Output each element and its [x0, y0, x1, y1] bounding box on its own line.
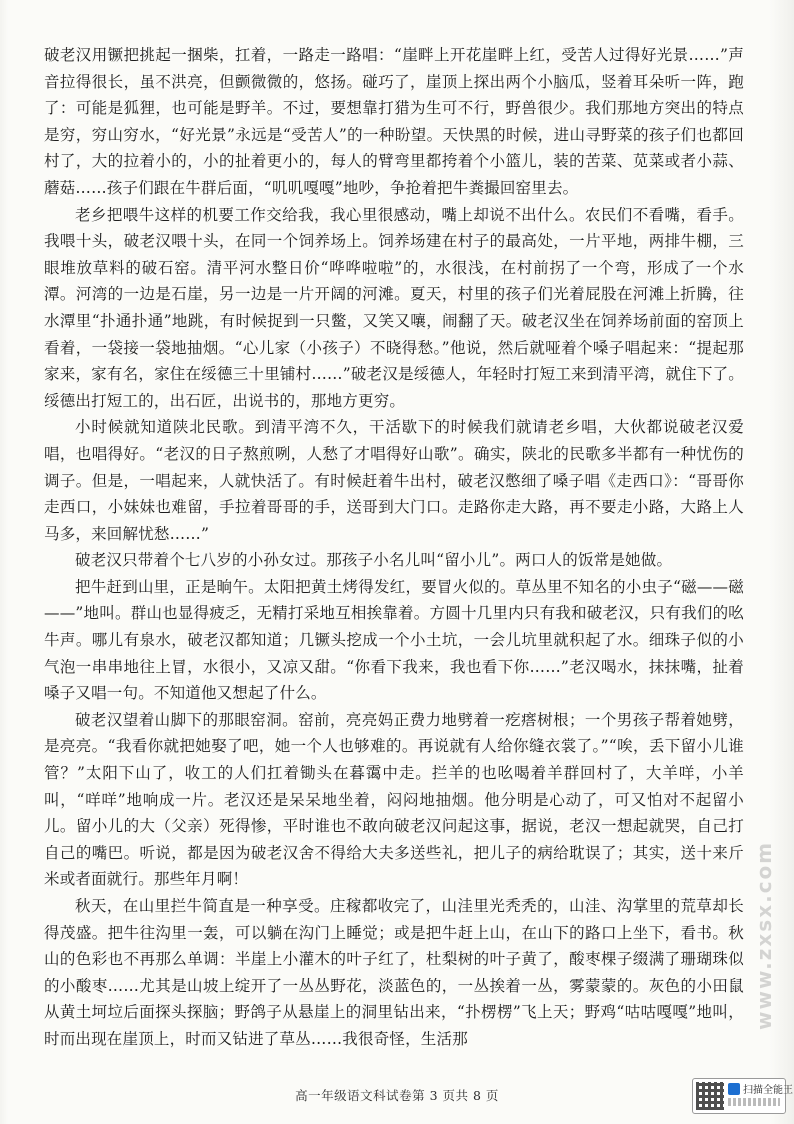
page-footer: 高一年级语文科试卷第 3 页共 8 页	[295, 1088, 499, 1103]
paragraph-1: 破老汉用镢把挑起一捆柴，扛着，一路走一路唱：“崖畔上开花崖畔上红，受苦人过得好光景……”声音拉得很长，虽不洪亮，但颤微微的，悠扬。碰巧了，崖顶上探出两个小脑瓜，竖着耳朵听一阵，跑了：可能是狐狸，也可能是野羊。不过，要想靠打猎为生可不行，野兽很少。我们那地方突出的特点是穷，穷山穷水，“好光景”永远是“受苦人”的一种盼望。天快黑的时候，进山寻野菜的孩子们也都回村了，大的拉着小的，小的扯着更小的，每人的臂弯里都挎着个小篮儿，装的苦菜、苋菜或者小蒜、蘑菇……孩子们跟在牛群后面，“叽叽嘎嘎”地吵，争抢着把牛粪撮回窑里去。	[44, 46, 744, 197]
site-watermark: www.zxsx.com	[752, 840, 776, 1030]
scanner-logo-icon	[728, 1083, 740, 1095]
paragraph-5: 把牛赶到山里，正是晌午。太阳把黄土烤得发红，要冒火似的。草丛里不知名的小虫子“磁——磁——”地叫。群山也显得疲乏，无精打采地互相挨靠着。方圆十几里内只有我和破老汉，只有我们的吆牛声。哪儿有泉水，破老汉都知道；几镢头挖成一个小土坑，一会儿坑里就积起了水。细珠子似的小气泡一串串地往上冒，水很小，又凉又甜。“你看下我来，我也看下你……”老汉喝水，抹抹嘴，扯着嗓子又唱一句。不知道他又想起了什么。	[44, 577, 744, 703]
paragraph-4: 破老汉只带着个七八岁的小孙女过。那孩子小名儿叫“留小儿”。两口人的饭常是她做。	[75, 551, 673, 570]
paragraph-7: 秋天，在山里拦牛简直是一种享受。庄稼都收完了，山洼里光秃秃的，山洼、沟掌里的荒草却长得茂盛。把牛往沟里一轰，可以躺在沟门上睡觉；或是把牛赶上山，在山下的路口上坐下，看书。秋山的色彩也不再那么单调：半崖上小灌木的叶子红了，杜梨树的叶子黄了，酸枣棵子缀满了珊瑚珠似的小酸枣……尤其是山坡上绽开了一丛丛野花，淡蓝色的，一丛挨着一丛，雾蒙蒙的。灰色的小田鼠从黄土坷垃后面探头探脑；野鸽子从悬崖上的洞里钻出来，“扑楞楞”飞上天；野鸡“咕咕嘎嘎”地叫，时而出现在崖顶上，时而又钻进了草丛……我很奇怪，生活那	[44, 897, 744, 1048]
scanner-app-name: 扫描全能王	[743, 1085, 793, 1096]
article-body	[44, 42, 744, 1053]
paragraph-6: 破老汉望着山脚下的那眼窑洞。窑前，亮亮妈正费力地劈着一疙瘩树根；一个男孩子帮着她劈，是亮亮。“我看你就把她娶了吧，她一个人也够难的。再说就有人给你缝衣裳了。”“唉，丢下留小儿谁管？”太阳下山了，收工的人们扛着锄头在暮霭中走。拦羊的也吆喝着羊群回村了，大羊咩，小羊叫，“咩咩”地响成一片。老汉还是呆呆地坐着，闷闷地抽烟。他分明是心动了，可又怕对不起留小儿。留小儿的大（父亲）死得惨，平时谁也不敢向破老汉问起这事，据说，老汉一想起就哭，自己打自己的嘴巴。听说，都是因为破老汉舍不得给大夫多送些礼，把儿子的病给耽误了；其实，送十来斤米或者面就行。那些年月啊！	[44, 710, 744, 889]
scanner-tagline	[728, 1098, 780, 1106]
paragraph-2: 老乡把喂牛这样的机要工作交给我，我心里很感动，嘴上却说不出什么。农民们不看嘴，看手。我喂十头，破老汉喂十头，在同一个饲养场上。饲养场建在村子的最高处，一片平地，两排牛棚，三眼堆放草料的破石窑。清平河水整日价“哗哗啦啦”的，水很浅，在村前拐了一个弯，形成了一个水潭。河湾的一边是石崖，另一边是一片开阔的河滩。夏天，村里的孩子们光着屁股在河滩上折腾，往水潭里“扑通扑通”地跳，有时候捉到一只鳖，又笑又嚷，闹翻了天。破老汉坐在饲养场前面的窑顶上看着，一袋接一袋地抽烟。“心儿家（小孩子）不晓得愁。”他说，然后就哑着个嗓子唱起来：“提起那家来，家有名，家住在绥德三十里铺村……”破老汉是绥德人，年轻时打短工来到清平湾，就住下了。绥德出打短工的，出石匠，出说书的，那地方更穷。	[44, 205, 744, 410]
scanner-badge	[692, 1078, 793, 1114]
qr-code-icon	[696, 1082, 724, 1110]
paragraph-3: 小时候就知道陕北民歌。到清平湾不久，干活歇下的时候我们就请老乡唱，大伙都说破老汉爱唱，也唱得好。“老汉的日子熬煎咧，人愁了才唱得好山歌”。确实，陕北的民歌多半都有一种忧伤的调子。但是，一唱起来，人就快活了。有时候赶着牛出村，破老汉憋细了嗓子唱《走西口》：“哥哥你走西口，小妹妹也难留，手拉着哥哥的手，送哥到大门口。走路你走大路，再不要走小路，大路上人马多，来回解忧愁……”	[44, 418, 744, 543]
